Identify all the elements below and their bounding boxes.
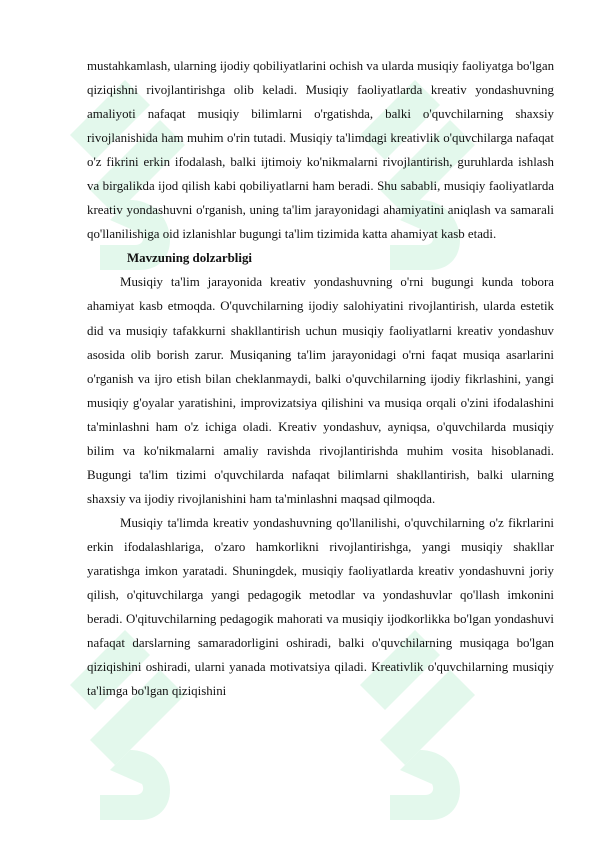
paragraph-3: Musiqiy ta'limda kreativ yondashuvning qo'llanilishi, o'quvchilarning o'z fikrlarini erkin ifodalashlariga, o'zaro hamkorlikni rivojlantirishga, yangi musiqiy shakllar yaratishga imkon yaratadi. Shuningdek, musiqiy faoliyatlarda kreativ yondashuvni joriy qilish, o'qituvchilarga yangi pedagogik metodlar va yondashuvlar qo'llash imkonini beradi. O'qituvchilarning pedagogik mahorati va musiqiy ijodkorlikka bo'lgan yondashuvi nafaqat darslarning samaradorligini oshiradi, balki o'quvchilarning musiqaga bo'lgan qiziqishini oshiradi, ularni yanada motivatsiya qiladi. Kreativlik o'quvchilarning musiqiy ta'limga bo'lgan qiziqishini: [87, 515, 554, 699]
document-body: [87, 54, 554, 703]
paragraph-2: Musiqiy ta'lim jarayonida kreativ yondashuvning o'rni bugungi kunda tobora ahamiyat kasb etmoqda. O'quvchilarning ijodiy salohiyatini rivojlantirish, ularda estetik did va musiqiy tafakkurni shakllantirish uchun musiqiy faoliyatlarni kreativ yondashuv asosida olib borish zarur. Musiqaning ta'lim jarayonidagi o'rni faqat musiqa asarlarini o'rganish va ijro etish bilan cheklanmaydi, balki o'quvchilarning ijodiy fikrlashini, yangi musiqiy g'oyalar yaratishini, improvizatsiya qilishini va musiqa orqali o'zini ifodalashini ta'minlashni ham o'z ichiga oladi. Kreativ yondashuv, ayniqsa, o'quvchilarda musiqiy bilim va ko'nikmalarni amaliy ravishda rivojlantirishda muhim vosita hisoblanadi. Bugungi ta'lim tizimi o'quvchilarda nafaqat bilimlarni shakllantirish, balki ularning shaxsiy va ijodiy rivojlanishini ham ta'minlashni maqsad qilmoqda.: [87, 275, 554, 506]
section-heading: Mavzuning dolzarbligi: [127, 251, 252, 266]
paragraph-1: mustahkamlash, ularning ijodiy qobiliyatlarini ochish va ularda musiqiy faoliyatga bo'lgan qiziqishni rivojlantirishga olib keladi. Musiqiy faoliyatlarda kreativ yondashuvning amaliyoti nafaqat musiqiy bilimlarni o'rgatishda, balki o'quvchilarning shaxsiy rivojlanishida ham muhim o'rin tutadi. Musiqiy ta'limdagi kreativlik o'quvchilarga nafaqat o'z fikrini erkin ifodalash, balki ijtimoiy ko'nikmalarni rivojlantirish, guruhlarda ishlash va birgalikda ijod qilish kabi qobiliyatlarni ham beradi. Shu sababli, musiqiy faoliyatlarda kreativ yondashuvni o'rganish, uning ta'lim jarayonidagi ahamiyatini aniqlash va samarali qo'llanilishiga oid izlanishlar bugungi ta'lim tizimida katta ahamiyat kasb etadi.: [87, 59, 555, 242]
